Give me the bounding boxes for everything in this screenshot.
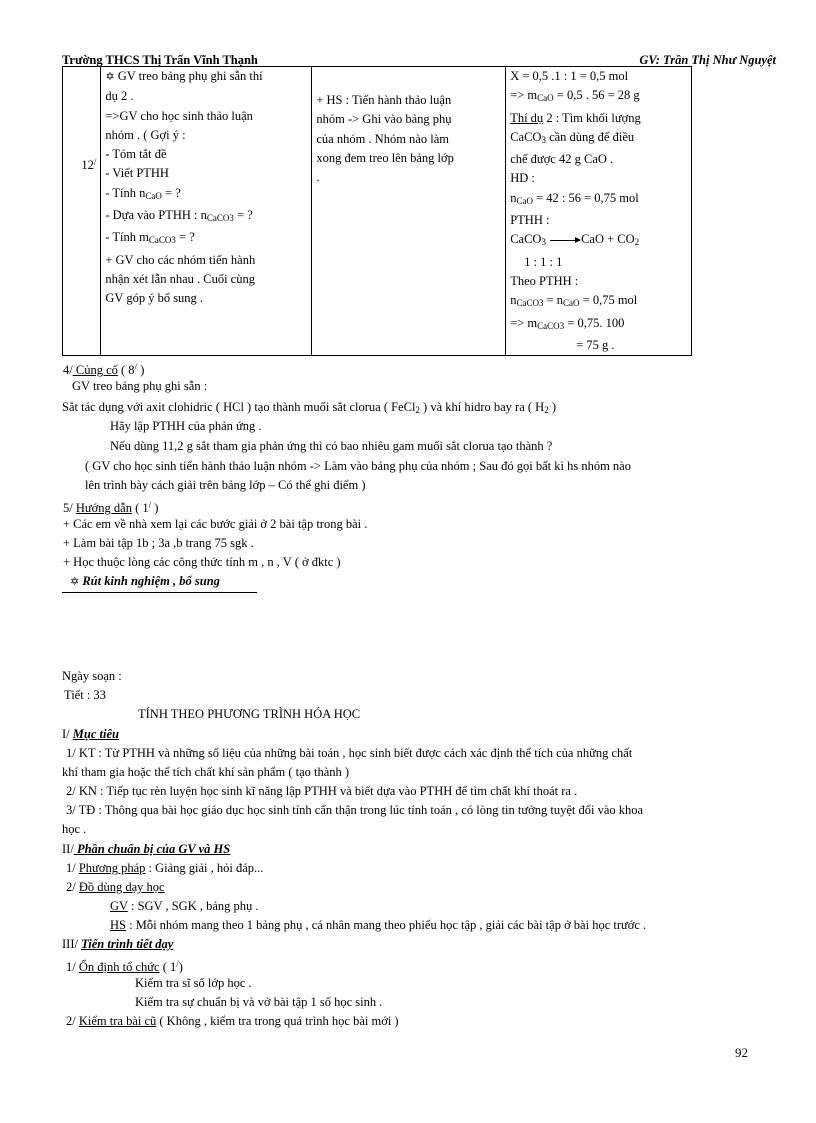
hs-line: nhóm -> Ghi vào bảng phụ xyxy=(316,112,452,127)
label: Đồ dùng dạy học xyxy=(78,880,165,894)
consolidate-line: GV treo bảng phụ ghi sẵn : xyxy=(72,379,208,393)
subscript: CaO xyxy=(563,298,580,309)
subscript: CaCO3 xyxy=(148,235,176,246)
gv-line: =>GV cho học sinh thảo luận xyxy=(105,108,253,123)
example-label: Thí dụ xyxy=(510,110,544,125)
materials-line xyxy=(66,878,165,897)
experience-heading xyxy=(62,572,257,593)
lesson-title: TÍNH THEO PHƯƠNG TRÌNH HÓA HỌC xyxy=(138,707,361,721)
nd-line: PTHH : xyxy=(510,213,550,228)
nd-line: HD : xyxy=(510,171,535,186)
text: 1/ xyxy=(66,960,79,974)
text: : Mỗi nhóm mang theo 1 bảng phụ , cá nhân mang theo phiếu học tập , giải các bài tập ở bài học trước . xyxy=(125,918,647,932)
procedure-heading xyxy=(62,935,173,954)
text: = n xyxy=(543,293,564,308)
reaction-equation xyxy=(510,230,687,252)
minute-mark: / xyxy=(148,500,152,510)
nd-line xyxy=(510,86,687,108)
objective-line: 2/ KN : Tiếp tục rèn luyện học sinh kĩ năng lập PTHH và biết dựa vào PTHH để tìm chất khí thoát ra . xyxy=(66,784,578,798)
gv-line: nhận xét lẫn nhau . Cuối cùng xyxy=(105,271,255,286)
text: cần dùng để điều xyxy=(545,129,635,144)
subscript: CaCO3 xyxy=(206,213,234,224)
hs-line: xong đem treo lên bảng lớp xyxy=(316,150,454,165)
text: 1/ xyxy=(66,861,79,875)
subscript: CaCO3 xyxy=(537,320,565,331)
text: n xyxy=(510,190,517,205)
subscript: CaO xyxy=(537,93,554,104)
subscript: 3 xyxy=(541,134,546,145)
review-line xyxy=(66,1012,399,1031)
gv-line: + GV cho các nhóm tiến hành xyxy=(105,252,256,267)
nd-line: chế được 42 g CaO . xyxy=(510,152,614,167)
page-number: 92 xyxy=(735,1045,748,1060)
section-title: Tiến trình tiết dạy xyxy=(81,937,174,951)
objective-line: 1/ KT : Từ PTHH và những số liệu của những bài toán , học sinh biết được cách xác định thể tích của những chất xyxy=(66,746,633,760)
text: - Tính n xyxy=(105,185,146,200)
text: 2 : Tìm khối lượng xyxy=(543,110,641,125)
subscript: 3 xyxy=(541,237,546,248)
nd-line xyxy=(510,291,687,313)
text: ) xyxy=(548,400,556,414)
stabilize-step: Kiểm tra sự chuẩn bị và vở bài tập 1 số học sinh . xyxy=(135,995,383,1009)
subscript: CaO xyxy=(145,190,162,201)
text: = ? xyxy=(233,208,253,223)
section-title: Củng cố xyxy=(72,363,118,377)
objective-line: khí tham gia hoặc thể tích chất khí sản phẩm ( tạo thành ) xyxy=(62,765,350,779)
text: Sắt tác dụng với axit clohidric ( HCl ) tạo thành muối sắt clorua ( FeCl xyxy=(62,400,416,414)
text: - Tính m xyxy=(105,230,149,245)
text: = 0,5 . 56 = 28 g xyxy=(553,88,640,103)
teacher-label: GV: xyxy=(639,53,660,67)
subscript: CaCO3 xyxy=(516,298,544,309)
text: CaCO xyxy=(510,232,542,247)
text: I/ xyxy=(62,727,73,741)
label: HS xyxy=(110,918,126,932)
gv-line: GV treo bảng phụ ghi sẵn thí xyxy=(117,69,263,83)
period-line: Tiết : 33 xyxy=(64,688,106,702)
gv-line: - Tóm tắt đề xyxy=(105,147,167,162)
section-title: Rút kinh nghiệm , bổ sung xyxy=(82,574,220,588)
text: = 42 : 56 = 0,75 mol xyxy=(532,190,639,205)
section-title: Mục tiêu xyxy=(72,727,119,741)
nd-line xyxy=(510,128,687,150)
nd-line: = 75 g . xyxy=(576,337,615,352)
consolidate-line: Nếu dùng 11,2 g sắt tham gia phản ứng thì có bao nhiêu gam muối sắt clorua tạo thành ? xyxy=(110,439,553,453)
content-cell xyxy=(506,67,692,356)
text: III/ xyxy=(62,937,82,951)
section-title: Phần chuẩn bị của GV và HS xyxy=(73,842,231,856)
gv-line: nhóm . ( Gợi ý : xyxy=(105,127,186,142)
nd-line: X = 0,5 .1 : 1 = 0,5 mol xyxy=(510,69,629,83)
text: = 0,75. 100 xyxy=(564,315,625,330)
preparation-heading xyxy=(62,840,230,859)
hs-materials xyxy=(110,916,646,935)
text: => m xyxy=(510,88,538,103)
text: 2/ xyxy=(66,880,79,894)
text: n xyxy=(510,293,517,308)
date-line: Ngày soạn : xyxy=(62,669,122,683)
nd-line xyxy=(510,314,687,336)
flower-bullet-icon: ✡ xyxy=(105,71,115,83)
nd-line xyxy=(510,109,687,128)
objectives-heading xyxy=(62,725,119,744)
text: ( 8 xyxy=(117,363,135,377)
consolidate-line: ( GV cho học sinh tiến hành thảo luận nhóm -> Làm vào bảng phụ của nhóm ; Sau đó gọi bất kì hs nhóm nào xyxy=(85,459,631,473)
text: ) và khí hidro bay ra ( H xyxy=(419,400,545,414)
minute-mark: / xyxy=(176,959,179,969)
school-name: Trường THCS Thị Trấn Vĩnh Thạnh xyxy=(62,53,258,67)
method-line xyxy=(66,859,263,878)
minute-mark: / xyxy=(93,157,97,167)
nd-line: Theo PTHH : xyxy=(510,273,579,288)
text: => m xyxy=(510,315,538,330)
text: 4/ xyxy=(63,363,73,377)
gv-line xyxy=(105,184,307,206)
gv-line: GV góp ý bổ sung . xyxy=(105,291,204,306)
guide-line: + Các em về nhà xem lại các bước giải ở 2 bài tập trong bài . xyxy=(63,517,368,531)
label: Phương pháp xyxy=(78,861,146,875)
label: Ổn định tổ chức xyxy=(78,960,160,974)
text: ( 1 xyxy=(159,960,177,974)
subscript: 2 xyxy=(544,405,549,415)
text: ) xyxy=(137,363,145,377)
text: : Giảng giải , hỏi đáp... xyxy=(145,861,264,875)
hs-line: . xyxy=(316,170,320,185)
hs-line: + HS : Tiến hành thảo luận xyxy=(316,93,452,107)
subscript: 2 xyxy=(415,405,420,415)
text: ) xyxy=(151,501,159,515)
minute-mark: / xyxy=(134,362,138,372)
text: = ? xyxy=(175,230,195,245)
gv-line xyxy=(105,206,307,228)
consolidate-line: lên trình bày cách giải trên bảng lớp – Có thể ghi điểm ) xyxy=(85,478,366,492)
lesson-activity-table xyxy=(62,66,692,356)
flower-bullet-icon: ✡ xyxy=(70,576,80,588)
subscript: 2 xyxy=(634,237,640,248)
guide-line: + Học thuộc lòng các công thức tính m , n , V ( ở đktc ) xyxy=(63,555,341,569)
text: = 0,75 mol xyxy=(579,293,638,308)
text: 5/ xyxy=(63,501,76,515)
nd-line: 1 : 1 : 1 xyxy=(524,254,563,269)
text: : SGV , SGK , bảng phụ . xyxy=(127,899,259,913)
text: - Dựa vào PTHH : n xyxy=(105,208,207,223)
table-row xyxy=(63,67,692,356)
section-title: Hướng dẫn xyxy=(75,501,132,515)
text: ( 1 xyxy=(131,501,149,515)
teacher-name: Trần Thị Như Nguyệt xyxy=(663,53,776,67)
hs-line: của nhóm . Nhóm nào làm xyxy=(316,131,449,146)
reaction-arrow-icon xyxy=(550,240,580,241)
objective-line: học . xyxy=(62,822,87,836)
time-value: 12 xyxy=(81,158,94,172)
text: = ? xyxy=(161,185,181,200)
guide-line: + Làm bài tập 1b ; 3a ,b trang 75 sgk . xyxy=(63,536,254,550)
consolidate-line: Hãy lập PTHH của phản ứng . xyxy=(110,419,262,433)
text: II/ xyxy=(62,842,74,856)
text: ) xyxy=(178,960,183,974)
teacher-activity-cell xyxy=(101,67,312,356)
text: CaCO xyxy=(510,129,542,144)
student-activity-cell xyxy=(312,67,506,356)
nd-line xyxy=(510,189,687,211)
label: GV xyxy=(110,899,128,913)
text: CaO + CO xyxy=(581,232,635,247)
stabilize-step: Kiểm tra sĩ số lớp học . xyxy=(135,976,252,990)
time-cell xyxy=(63,67,101,356)
subscript: CaO xyxy=(516,195,533,206)
objective-line: 3/ TĐ : Thông qua bài học giáo dục học sinh tính cẩn thận trong lúc tính toán , có lòng tin tưởng tuyệt đối vào khoa xyxy=(66,803,644,817)
text: 2/ xyxy=(66,1014,79,1028)
gv-line xyxy=(105,228,307,250)
label: Kiểm tra bài cũ xyxy=(78,1014,157,1028)
gv-materials xyxy=(110,897,259,916)
text: ( Không , kiểm tra trong quá trình học bài mới ) xyxy=(156,1014,399,1028)
gv-line: - Viết PTHH xyxy=(105,166,169,181)
gv-line: dụ 2 . xyxy=(105,89,134,104)
